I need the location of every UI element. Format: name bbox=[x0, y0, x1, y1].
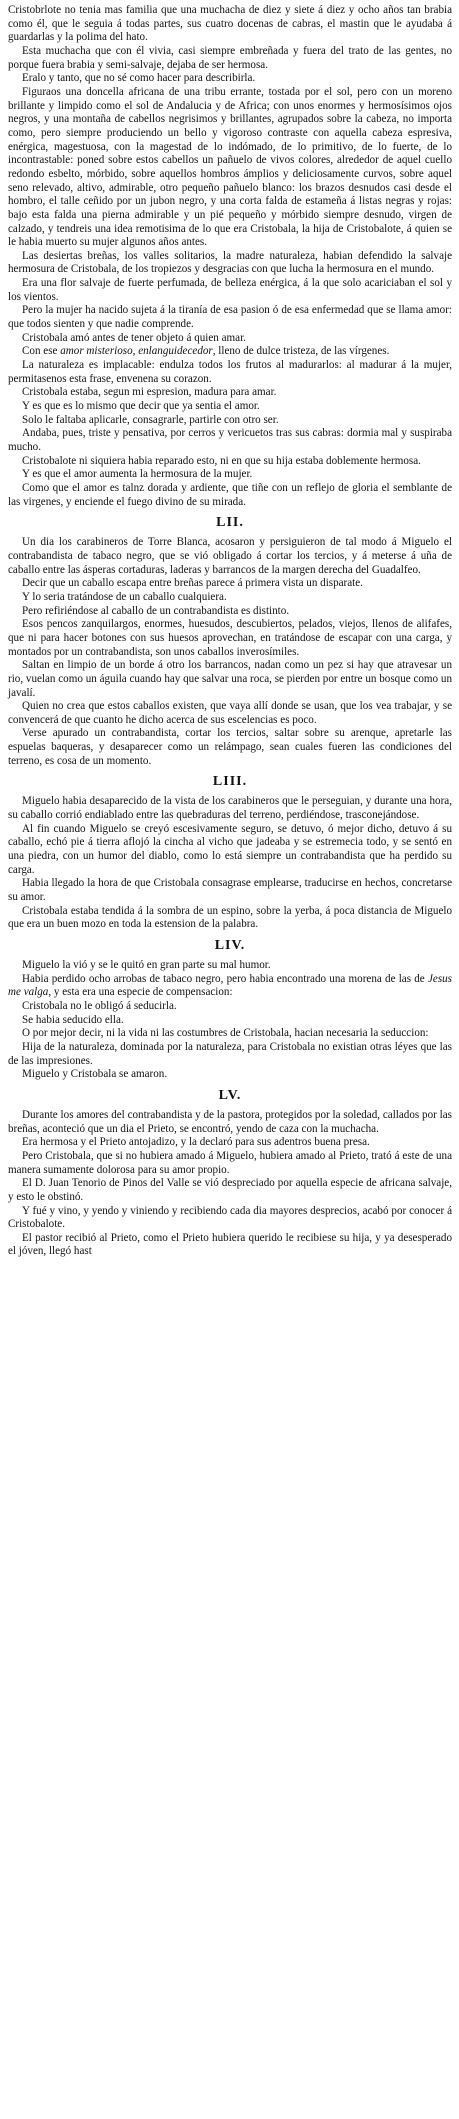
paragraph: Se habia seducido ella. bbox=[22, 1013, 124, 1026]
paragraph: Esta muchacha que con él vivia, casi siempre embreñada y fuera del trato de las gentes, no porque fuera brabia y semi-salvaje, dejaba de ser hermosa. bbox=[8, 44, 452, 71]
text-run: , lleno de dulce tristeza, de las vírgenes. bbox=[212, 345, 390, 358]
paragraph: Pero la mujer ha nacido sujeta á la tiranía de esa pasion ó de esa enfermedad que se llama amor: que todos sienten y que nadie comprende. bbox=[8, 304, 452, 331]
paragraph: Y es que el amor aumenta la hermosura de la mujer. bbox=[22, 468, 253, 481]
chapter-heading: LIII. bbox=[212, 774, 248, 790]
paragraph bbox=[8, 973, 452, 1000]
paragraph: Cristobala estaba tendida á la sombra de un espino, sobre la yerba, á poca distancia de Miguelo que era un buen mozo en toda la estension de la palabra. bbox=[8, 904, 452, 931]
paragraph: La naturaleza es implacable: endulza todos los frutos al madurarlos: al madurar á la mujer, permitasenos esta frase, envenena su corazon. bbox=[8, 359, 452, 385]
paragraph: Cristobala amó antes de tener objeto á quien amar. bbox=[22, 331, 246, 344]
paragraph: Y lo seria tratándose de un caballo cualquiera. bbox=[22, 590, 227, 603]
text-run: , y esta era una especie de compensacion: bbox=[48, 986, 233, 999]
italic-phrase: Jesus me valga bbox=[8, 972, 452, 999]
chapter-heading: LV. bbox=[218, 1087, 242, 1103]
paragraph: Cristobrlote no tenia mas familia que una muchacha de diez y siete á diez y ocho años tan brabia como él, que le seguia á todas partes, sus cuatro docenas de cabras, el mastin que le ayudaba á guardarlas y la polima del hato. bbox=[8, 4, 452, 44]
paragraph: Habia llegado la hora de que Cristobala consagrase emplearse, traducirse en hechos, concretarse su amor. bbox=[8, 877, 452, 904]
chapter-heading: LII. bbox=[216, 515, 244, 531]
paragraph: Cristobala no le obligó á seducirla. bbox=[22, 999, 177, 1012]
paragraph: Era una flor salvaje de fuerte perfumada, de belleza enérgica, á la que solo acariciaban el sol y los vientos. bbox=[8, 277, 452, 303]
paragraph: Figuraos una doncella africana de una tribu errante, tostada por el sol, pero con un moreno brillante y limpido como el sol de Andalucia y de Africa; con unos enormes y hermosísimos ojos negros, y una montaña de cabellos negrisimos y brillantes, agrupados sobre la cabeza, no importa como, pero siempre produciendo un bello y vigoroso contraste con aquella cabeza espresiva, enérgica, magestuosa, con la magestad de lo indómado, de lo primitivo, de lo fuerte, de lo incontrastable: poned sobre estos cabellos un pañuelo de vivos colores, alrededor de aquel cuello redondo esbelto, mórbido, sobre aquellos hombros ámplios y deliciosamente curvos, sobre aquel seno relevado, altivo, admirable, otro pequeño pañuelo blanco: los brazos desnudos casi desde el hombro, el talle ceñido por un jubon negro, y una corta falda de estameña á listas negras y rojas: bajo esta falda una pierna admirable y un pié pequeño y mórbido siempre desnudo, virgen de calzado, y tendreis una idea remotisima de lo que era Cristobala, la hija de Cristobalote, á quien se le habia muerto su mujer algunos años antes. bbox=[8, 85, 452, 249]
text-run: Con ese bbox=[22, 345, 61, 358]
paragraph: Eralo y tanto, que no sé como hacer para describirla. bbox=[22, 72, 256, 85]
paragraph: Miguelo habia desaparecido de la vista de los carabineros que le perseguian, y durante una hora, su caballo corrió endiablado entre las quebraduras del terreno, perdiéndose, trasconejándose. bbox=[8, 795, 452, 822]
paragraph: Andaba, pues, triste y pensativa, por cerros y vericuetos tras sus cabras: dormia mal y suspiraba mucho. bbox=[8, 427, 452, 453]
paragraph: Un dia los carabineros de Torre Blanca, acosaron y persiguieron de tal modo á Miguelo el contrabandista de tabaco negro, que se vió obligado á cortar los tercios, y á meterse á uña de caballo entre las ásperas cortaduras, laderas y barrancos de la margen derecha del Guadalfeo. bbox=[8, 536, 452, 576]
paragraph: Solo le faltaba aplicarle, consagrarle, partirle con otro ser. bbox=[22, 413, 279, 426]
paragraph: Y es que es lo mismo que decir que ya sentia el amor. bbox=[22, 400, 260, 413]
paragraph: Las desiertas breñas, los valles solitarios, la madre naturaleza, habian defendido la salvaje hermosura de Cristobala, de los tropiezos y desgracias con que lucha la hermosura en el mundo. bbox=[8, 249, 452, 276]
paragraph: Como que el amor es talnz dorada y ardiente, que tiñe con un reflejo de gloria el semblante de las virgenes, y enciende el fuego divino de su mirada. bbox=[8, 481, 452, 508]
paragraph: Durante los amores del contrabandista y de la pastora, protegidos por la soledad, callados por las breñas, aconteció que un dia el Prieto, se encontró, yendo de caza con la muchacha. bbox=[8, 1108, 452, 1135]
paragraph: Miguelo la vió y se le quitó en gran parte su mal humor. bbox=[22, 959, 271, 971]
paragraph: Pero refiriéndose al caballo de un contrabandista es distinto. bbox=[22, 604, 290, 617]
paragraph: Y fué y vino, y yendo y viniendo y recibiendo cada dia mayores desprecios, acabó por conocer á Cristobalote. bbox=[8, 1204, 452, 1231]
text-run: Habia perdido ocho arrobas de tabaco negro, pero habia encontrado una morena de las de bbox=[22, 972, 428, 985]
paragraph: El D. Juan Tenorio de Pinos del Valle se vió despreciado por aquella especie de africana salvaje, y esto le obstinó. bbox=[8, 1177, 452, 1203]
chapter-heading: LIV. bbox=[214, 938, 246, 953]
paragraph: El pastor recibió al Prieto, como el Prieto hubiera querido le recibiese su hija, y ya desesperado el jóven, llegó hast bbox=[8, 1231, 452, 1258]
paragraph: Quien no crea que estos caballos existen, que vaya allí donde se usan, que los vea trabajar, y se convencerá de que cuanto he dicho acerca de sus escelencias es poco. bbox=[8, 700, 452, 726]
paragraph: Hija de la naturaleza, dominada por la naturaleza, para Cristobala no existian otras léyes que las de las impresiones. bbox=[8, 1040, 452, 1067]
paragraph: Pero Cristobala, que si no hubiera amado á Miguelo, hubiera amado al Prieto, trató á este de una manera sumamente dolorosa para su amor propio. bbox=[8, 1149, 452, 1176]
paragraph bbox=[8, 345, 452, 359]
paragraph: Era hermosa y el Prieto antojadizo, y la declaró para sus adentros buena presa. bbox=[22, 1136, 370, 1149]
paragraph: Esos pencos zanquilargos, enormes, huesudos, descubiertos, pelados, viejos, llenos de alifafes, que ni para hacer botones con sus huesos aprovechan, en tratándose de escapar con una carga, y montados por un contrabandista, son unos caballos inverosímiles. bbox=[8, 618, 452, 658]
paragraph: Saltan en limpio de un borde á otro los barrancos, nadan como un pez si hay que atravesar un rio, vuelan como un águila cuando hay que salvar una roca, se pierden por entre un bosque como un javalí. bbox=[8, 659, 452, 699]
paragraph: Decir que un caballo escapa entre breñas parece á primera vista un disparate. bbox=[22, 577, 363, 590]
paragraph: Verse apurado un contrabandista, cortar los tercios, saltar sobre su arenque, apretarle las espuelas baqueras, y desaparecer como un relámpago, sean cuales fueren las condiciones del terreno, es cosa de un momento. bbox=[8, 727, 452, 767]
paragraph: Cristobalote ni siquiera habia reparado esto, ni en que su hija estaba doblemente hermosa. bbox=[22, 454, 421, 467]
paragraph: Miguelo y Cristobala se amaron. bbox=[22, 1068, 168, 1081]
paragraph: O por mejor decir, ni la vida ni las costumbres de Cristobala, hacian necesaria la seduccion: bbox=[22, 1027, 429, 1040]
paragraph: Al fin cuando Miguelo se creyó escesivamente seguro, se detuvo, ó mejor dicho, detuvo á su caballo, echó pie á tierra aflojó la cincha al vicho que jadeaba y se estremecia todo, y se sentó en una piedra, con un humor del diablo, como lo está siempre un contrabandista que ha perdido su carga. bbox=[8, 822, 452, 876]
paragraph: Cristobala estaba, segun mi espresion, madura para amar. bbox=[22, 386, 277, 399]
italic-phrase: amor misterioso, enlanguidecedor bbox=[60, 345, 213, 358]
